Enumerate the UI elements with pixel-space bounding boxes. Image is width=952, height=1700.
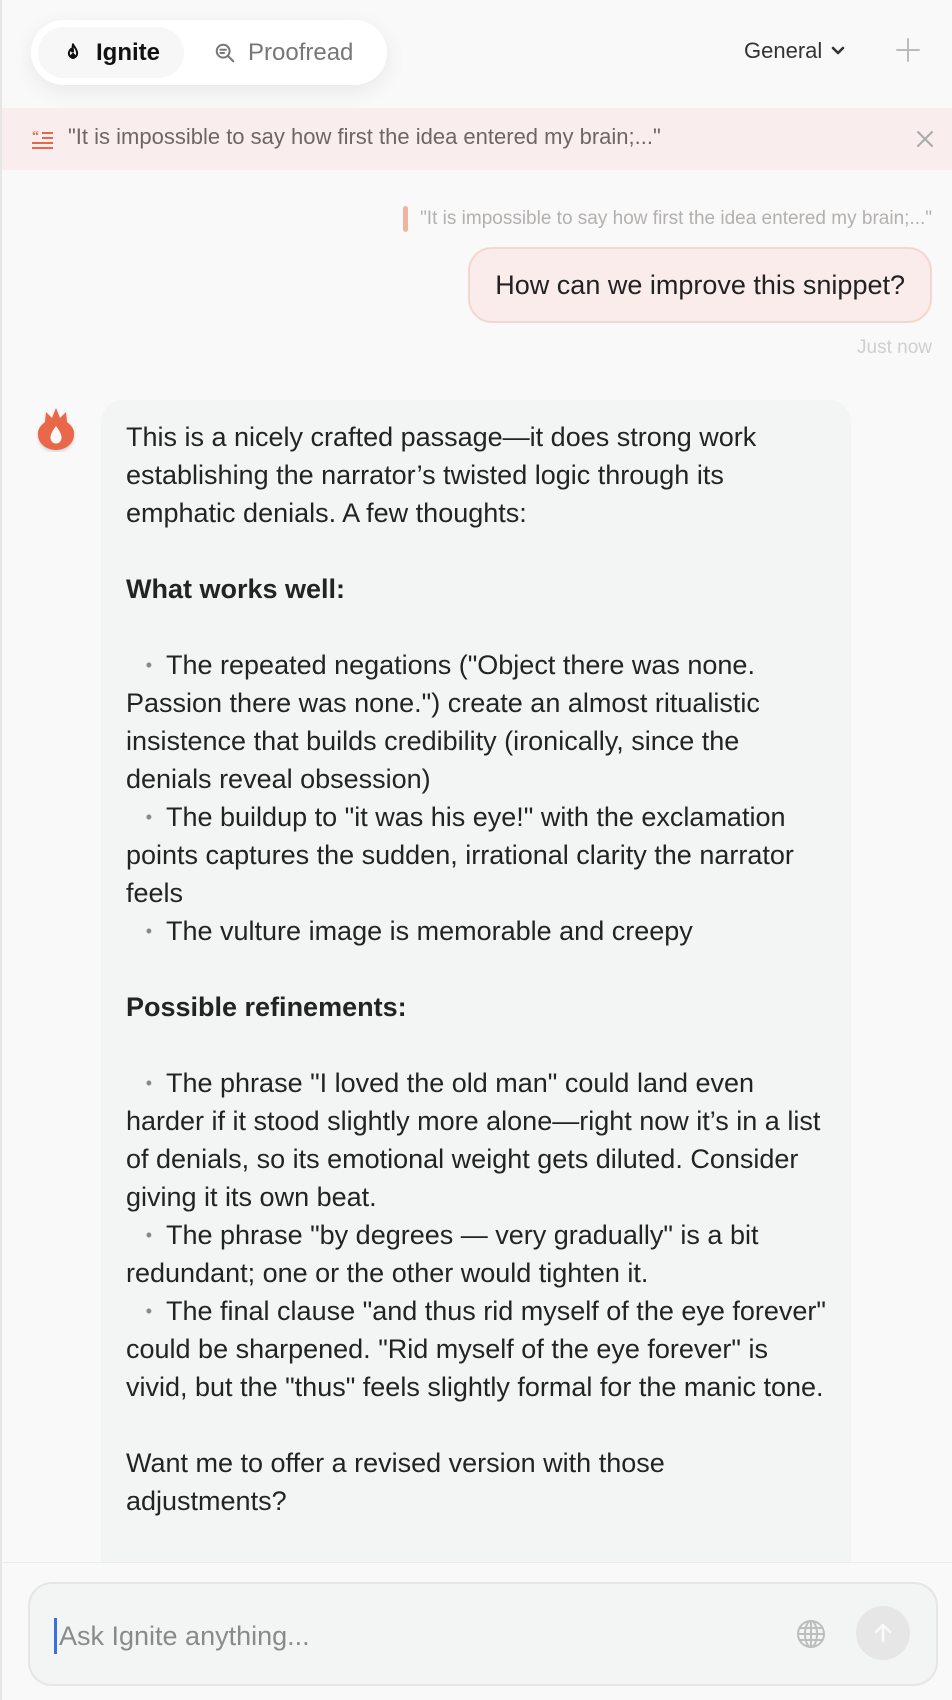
message-reference <box>403 206 932 232</box>
flame-icon <box>62 42 84 64</box>
assistant-intro: This is a nicely crafted passage—it does strong work establishing the narrator’s twisted logic through its emphatic denials. A few thoughts: <box>126 422 757 528</box>
bullet-icon: • <box>145 1301 152 1321</box>
assistant-closing: Want me to offer a revised version with those adjustments? <box>126 1448 665 1516</box>
close-icon <box>915 129 935 149</box>
category-label: General <box>744 38 823 63</box>
user-message-bubble <box>468 247 932 323</box>
quote-text: "It is impossible to say how first the idea entered my brain;..." <box>68 124 661 149</box>
mode-label: Ignite <box>96 38 160 66</box>
header <box>2 0 952 108</box>
flame-avatar-icon <box>33 406 79 452</box>
composer-area <box>2 1562 952 1700</box>
globe-icon <box>796 1619 826 1649</box>
close-banner-button[interactable] <box>915 129 935 149</box>
bullet-icon: • <box>145 921 152 941</box>
list-item: • The phrase "by degrees — very gradually" is a bit redundant; one or the other would tighten it. <box>126 1216 826 1292</box>
reference-bar <box>403 206 408 232</box>
list-item: • The buildup to "it was his eye!" with the exclamation points captures the sudden, irrational clarity the narrator feels <box>126 798 826 912</box>
add-button[interactable] <box>894 36 922 64</box>
section-heading: Possible refinements: <box>126 992 407 1022</box>
list-item: • The repeated negations ("Object there was none. Passion there was none.") create an almost ritualistic insistence that builds credibility (ironically, since the denials reveal obsession) <box>126 646 826 798</box>
bullet-icon: • <box>145 655 152 675</box>
category-dropdown[interactable] <box>744 38 846 64</box>
bullet-icon: • <box>145 807 152 827</box>
section-heading: What works well: <box>126 574 346 604</box>
bullet-icon: • <box>145 1225 152 1245</box>
assistant-message-bubble <box>101 400 851 1562</box>
list-item: • The final clause "and thus rid myself of the eye forever" could be sharpened. "Rid myself of the eye forever" is vivid, but the "thus" feels slightly formal for the manic tone. <box>126 1292 826 1406</box>
quote-banner <box>2 108 952 170</box>
reference-text: "It is impossible to say how first the idea entered my brain;..." <box>420 208 932 229</box>
svg-text:“: “ <box>32 129 39 144</box>
arrow-up-icon <box>871 1621 895 1645</box>
list-item: • The phrase "I loved the old man" could land even harder if it stood slightly more alone—right now it’s in a list of denials, so its emotional weight gets diluted. Consider giving it its own beat. <box>126 1064 826 1216</box>
chevron-down-icon <box>830 45 846 57</box>
message-timestamp: Just now <box>857 337 932 358</box>
mode-tab-proofread[interactable] <box>190 27 377 78</box>
chat-area[interactable] <box>2 170 952 1562</box>
plus-icon <box>894 36 922 64</box>
mode-label: Proofread <box>248 38 354 66</box>
list-item: • The vulture image is memorable and creepy <box>126 912 826 950</box>
web-search-button[interactable] <box>796 1619 826 1649</box>
quote-lines-icon <box>32 129 54 149</box>
bullet-icon: • <box>145 1073 152 1093</box>
send-button[interactable] <box>856 1606 910 1660</box>
composer <box>28 1582 938 1686</box>
mode-switch <box>31 20 387 85</box>
message-input[interactable] <box>54 1618 704 1654</box>
search-text-icon <box>214 42 236 64</box>
mode-tab-ignite[interactable] <box>38 27 184 78</box>
user-message-text: How can we improve this snippet? <box>495 269 905 300</box>
